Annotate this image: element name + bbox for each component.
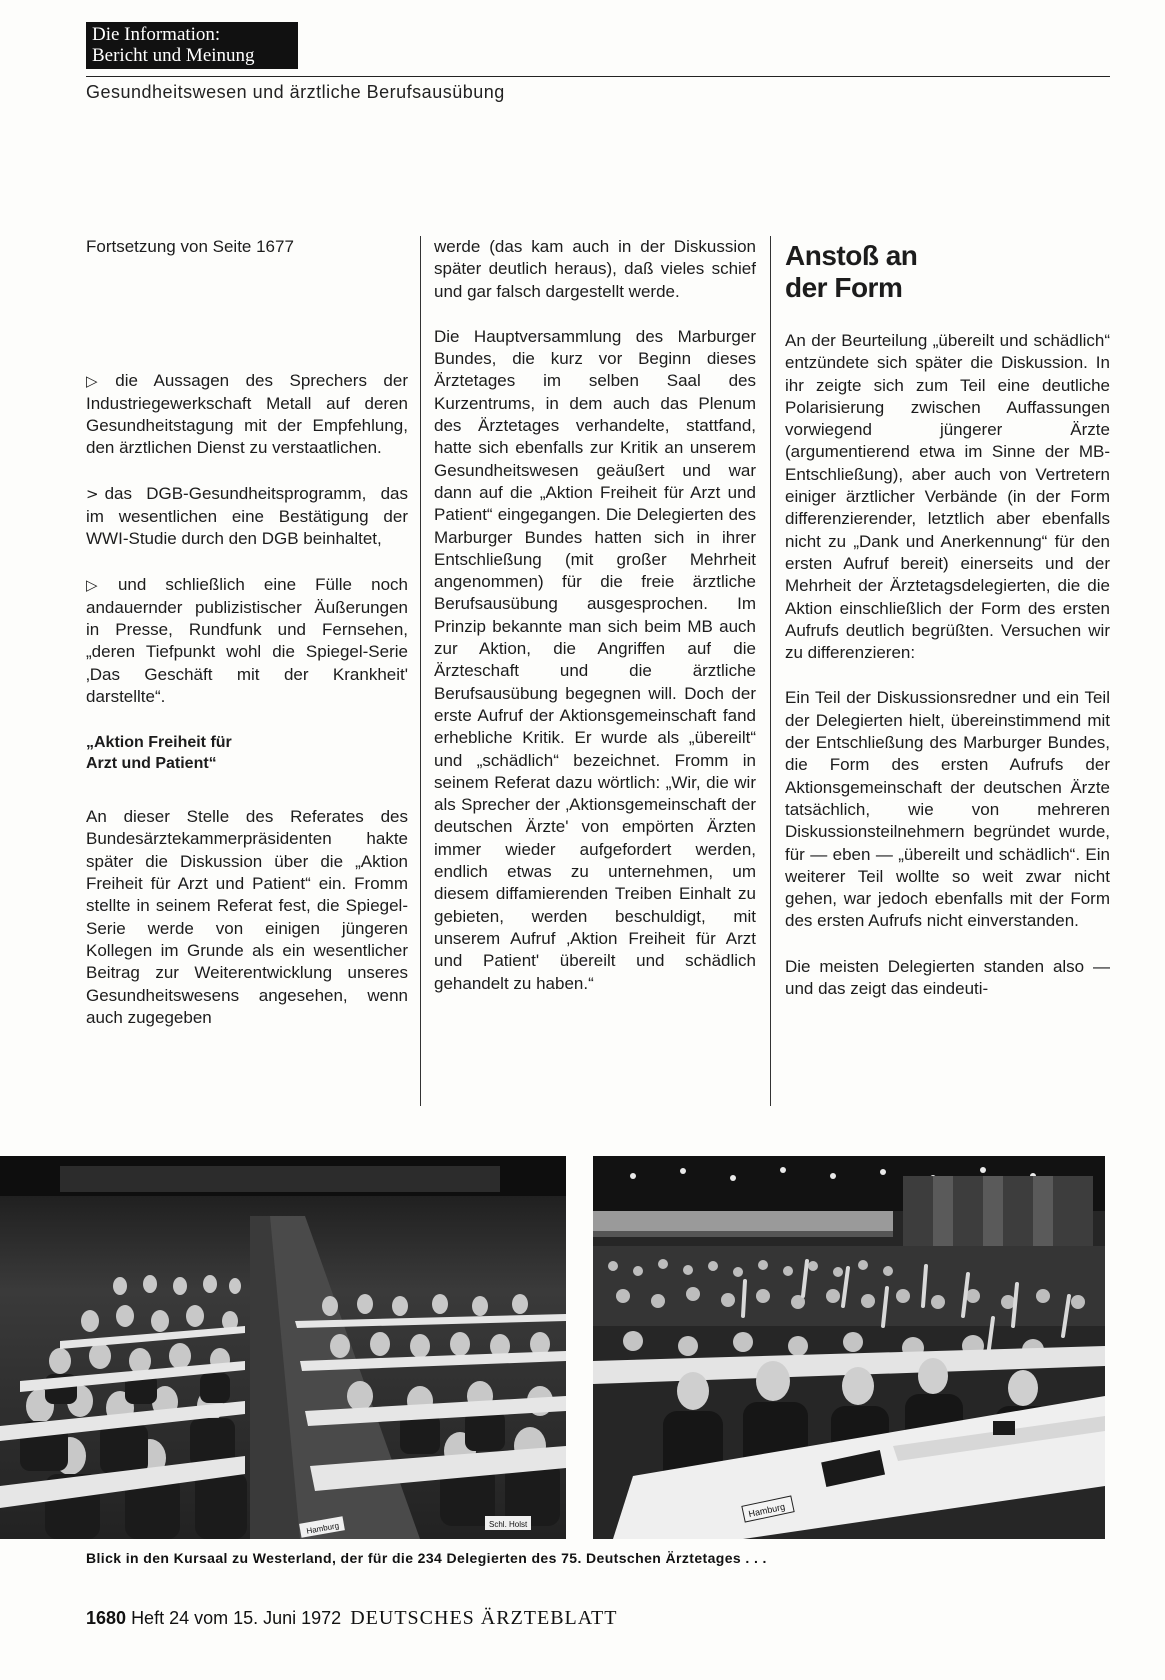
bullet-item [86,370,408,459]
article-column-1 [86,236,408,1029]
journal-name: DEUTSCHES ÄRZTEBLATT [350,1607,618,1629]
article-column-3 [785,240,1110,1000]
body-paragraph: Die meisten Delegierten standen also — und das zeigt das eindeuti- [785,956,1110,999]
delegates-voting-photo-right [593,1156,1105,1539]
department-badge [86,22,298,69]
badge-line-1: Die Information: [92,24,221,45]
heading-line-2: der Form [785,272,903,303]
article-heading [785,240,1110,304]
assembly-hall-photo-left [0,1156,566,1539]
placard-text: Hamburg [305,1521,340,1536]
subheading-line-1: „Aktion Freiheit für [86,734,232,752]
page-number: 1680 [86,1608,127,1628]
subheading-line-2: Arzt und Patient“ [86,755,217,773]
bullet-text: das DGB-Gesundheitsprogramm, das im wesentlichen eine Bestätigung der WWI-Studie durch den DGB beinhaltet, [86,484,408,549]
column-divider [770,236,771,1106]
photo-caption: Blick in den Kursaal zu Westerland, der für die 234 Delegierten des 75. Deutschen Ärztetages . . . [86,1550,767,1566]
column-divider [420,236,421,1106]
article-column-2 [434,236,756,995]
bullet-item [86,574,408,708]
triangle-bullet-icon: ▷ [86,576,112,595]
bullet-text: die Aussagen des Sprechers der Industriegewerkschaft Metall auf deren Gesundheitstagung mit der Empfehlung, den ärztlichen Dienst zu verstaatlichen. [86,371,408,458]
chevron-bullet-icon: > [86,485,99,504]
continued-note: Fortsetzung von Seite 1677 [86,237,294,256]
page-footer [86,1607,617,1630]
heading-line-1: Anstoß an [785,240,918,271]
subheading [86,732,408,774]
body-paragraph: Die Hauptversammlung des Marburger Bundes, die kurz vor Beginn dieses Ärztetages im selben Saal des Kurzentrums, in dem auch das Plenum des Ärztetages verhandelte, stattfand, hatte sich ebenfalls zur Kritik an unserem Gesundheitswesen geäußert und war dann auf die „Aktion Freiheit für Arzt und Patient“ eingegangen. Die Delegierten des Marburger Bundes hatten sich in ihrer Entschließung (mit großer Mehrheit angenommen) für die freie ärztliche Berufsausübung ausgesprochen. Im Prinzip bekannte man sich beim MB auch zur Aktion, die Angriffen auf die Ärzteschaft und die ärztliche Berufsausübung begegnen will. Doch der erste Aufruf der Aktionsgemeinschaft fand erhebliche Kritik. Er wurde als „übereilt“ und „schädlich“ bezeichnet. Fromm in seinem Referat dazu wörtlich: „Wir, die wir als Sprecher der ‚Aktionsgemeinschaft der deutschen Ärzte' von empörten Ärzten immer wieder aufgefordert werden, endlich etwas zu unternehmen, um diesem diffamierenden Treiben Einhalt zu gebieten, werden beschuldigt, mit unserem Aufruf ‚Aktion Freiheit für Arzt und Patient' übereilt und schädlich gehandelt zu haben.“ [434,326,756,993]
issue-info: Heft 24 vom 15. Juni 1972 [131,1608,342,1628]
body-paragraph: An dieser Stelle des Referates des Bundesärztekammerpräsidenten hakte später die Diskussion über die „Aktion Freiheit für Arzt und Patient“ ein. Fromm stellte in seinem Referat fest, die Spiegel-Serie werde von einigen jüngeren Kollegen im Grunde als ein wesentlicher Beitrag zur Weiterentwicklung unseres Gesundheitswesens angesehen, wenn auch zugegeben [86,807,408,1027]
body-paragraph: Ein Teil der Diskussionsredner und ein Teil der Delegierten hielt, übereinstimmend mit der Entschließung des Marburger Bundes, die Form des ersten Aufrufs der Aktionsgemeinschaft der deutschen Ärzte tatsächlich, wie von mehreren Diskussionsteilnehmern begründet wurde, für — eben — „übereilt und schädlich“. Ein weiterer Teil wollte so weit zwar nicht gehen, war jedoch ebenfalls mit der Form des ersten Aufrufs nicht einverstanden. [785,688,1110,931]
body-paragraph: werde (das kam auch in der Diskussion später deutlich heraus), daß vieles schief und gar falsch dargestellt werde. [434,237,756,301]
triangle-bullet-icon: ▷ [86,372,110,391]
placard-text: Hamburg [747,1501,786,1520]
body-paragraph: An der Beurteilung „übereilt und schädlich“ entzündete sich später die Diskussion. In ihr zeigte sich zum Teil eine deutliche Polarisierung zwischen Auffassungen vorwiegend jüngerer Ärzte (argumentierend etwa im Sinne der MB-Entschließung), aber auch von Vertretern einiger ärztlicher Verbände (in der Form differenzierender, letztlich aber ebenfalls nicht zu „Dank und Anerkennung“ für den ersten Aufruf bereit) einerseits und der Mehrheit der Ärztetagsdelegierten, die die Aktion einschließlich der Form des ersten Aufrufs deutlich begrüßten. Versuchen wir zu differenzieren: [785,331,1110,663]
section-title: Gesundheitswesen und ärztliche Berufsausübung [86,82,505,102]
bullet-item [86,483,408,550]
placard-text: Schl. Holst [489,1520,528,1529]
header-rule [86,76,1110,77]
bullet-text: und schließlich eine Fülle noch andauernder publizistischer Äußerungen in Presse, Rundfunk und Fernsehen, „deren Tiefpunkt wohl die Spiegel-Serie ‚Das Geschäft mit der Krankheit' darstellte“. [86,575,408,706]
badge-line-2: Bericht und Meinung [92,45,255,66]
